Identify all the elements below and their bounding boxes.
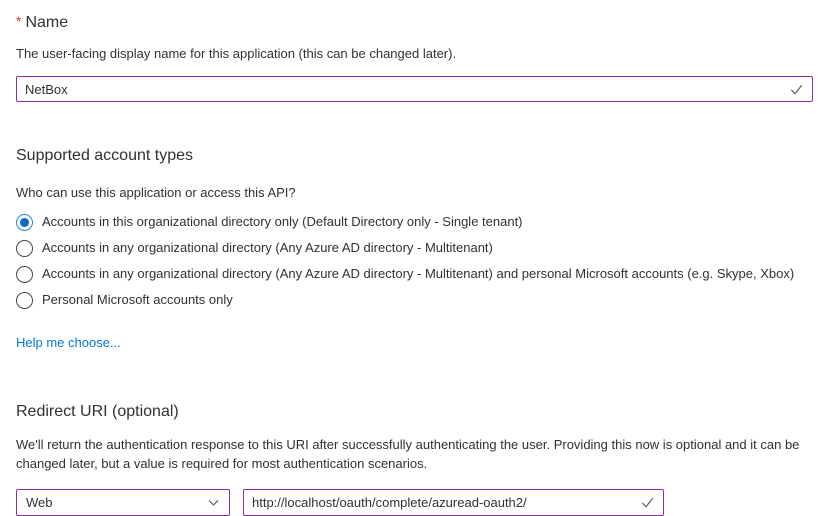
account-types-question: Who can use this application or access this API? bbox=[16, 185, 296, 200]
radio-unselected-icon[interactable] bbox=[16, 292, 33, 309]
radio-option-label: Accounts in this organizational directory only (Default Directory only - Single tenant) bbox=[42, 214, 523, 229]
required-asterisk: * bbox=[16, 13, 22, 29]
name-input[interactable] bbox=[17, 82, 789, 97]
radio-option-single-tenant[interactable] bbox=[16, 209, 813, 235]
check-icon bbox=[640, 495, 655, 510]
radio-option-label: Accounts in any organizational directory (Any Azure AD directory - Multitenant) and personal Microsoft accounts (e.g. Skype, Xbox) bbox=[42, 266, 795, 281]
account-types-radio-group bbox=[16, 209, 813, 313]
supported-account-types-section bbox=[16, 145, 813, 352]
redirect-uri-row bbox=[16, 489, 813, 516]
name-section-title bbox=[16, 11, 813, 33]
redirect-uri-input[interactable] bbox=[244, 495, 640, 510]
radio-selected-icon[interactable] bbox=[16, 214, 33, 231]
platform-select-value: Web bbox=[26, 495, 53, 510]
radio-option-multitenant-personal[interactable] bbox=[16, 261, 813, 287]
redirect-uri-section bbox=[16, 401, 813, 516]
radio-option-label: Accounts in any organizational directory (Any Azure AD directory - Multitenant) bbox=[42, 240, 493, 255]
radio-unselected-icon[interactable] bbox=[16, 240, 33, 257]
radio-option-personal-only[interactable] bbox=[16, 287, 813, 313]
redirect-uri-title: Redirect URI (optional) bbox=[16, 403, 179, 420]
radio-unselected-icon[interactable] bbox=[16, 266, 33, 283]
name-section-title-text: Name bbox=[25, 14, 69, 31]
radio-option-label: Personal Microsoft accounts only bbox=[42, 292, 233, 307]
radio-option-multitenant[interactable] bbox=[16, 235, 813, 261]
name-description: The user-facing display name for this application (this can be changed later). bbox=[16, 46, 457, 61]
platform-select[interactable] bbox=[16, 489, 230, 516]
help-me-choose-link[interactable]: Help me choose... bbox=[16, 335, 121, 350]
redirect-uri-input-wrap bbox=[243, 489, 664, 516]
check-icon bbox=[789, 82, 804, 97]
account-types-title: Supported account types bbox=[16, 147, 194, 164]
name-section bbox=[16, 11, 813, 102]
redirect-uri-description: We'll return the authentication response to this URI after successfully authenticating the user. Providing this now is optional and it can be changed later, but a value is required for most authentication scenarios. bbox=[16, 437, 800, 471]
name-input-wrap bbox=[16, 76, 813, 102]
chevron-down-icon bbox=[207, 496, 220, 509]
